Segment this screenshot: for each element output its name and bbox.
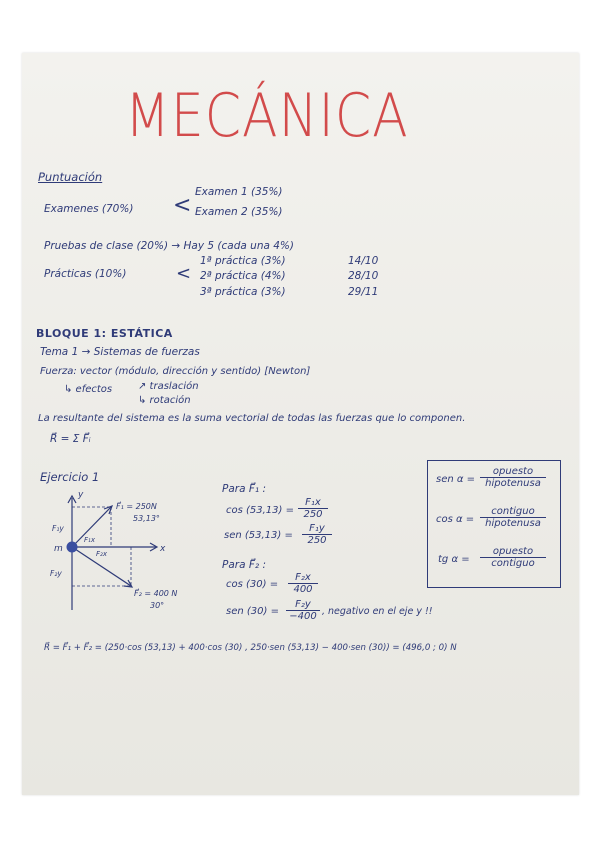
para-f1-label: Para F⃗₁ : xyxy=(222,483,266,495)
examen1-label: Examen 1 (35%) xyxy=(195,186,283,198)
notebook-page xyxy=(22,53,579,795)
f1x-label: F₁x xyxy=(84,536,95,544)
rotacion-label: ↳ rotación xyxy=(138,395,191,406)
cos1-fraction xyxy=(298,497,328,520)
sen2-numerator: F₂y xyxy=(286,599,320,611)
examenes-label: Examenes (70%) xyxy=(44,203,134,215)
sen1-fraction xyxy=(302,523,332,546)
resultante-equation: R⃗ = Σ F⃗ᵢ xyxy=(50,433,91,445)
practica2-score: 28/10 xyxy=(348,270,379,282)
para-f2-label: Para F⃗₂ : xyxy=(222,559,266,571)
tg-numerator: opuesto xyxy=(480,546,546,558)
examen2-label: Examen 2 (35%) xyxy=(195,206,283,218)
cos2-denominator: 400 xyxy=(293,584,313,595)
sen1-numerator: F₁y xyxy=(302,523,332,535)
tg-denominator: contiguo xyxy=(491,558,535,569)
pruebas-label: Pruebas de clase (20%) → Hay 5 (cada una 4%) xyxy=(44,240,295,252)
practica3-score: 29/11 xyxy=(348,286,379,298)
force-diagram xyxy=(36,490,196,620)
sen1-lhs: sen (53,13) = xyxy=(224,530,293,541)
sen2-lhs: sen (30) = xyxy=(226,606,279,617)
practica3-label: 3ª práctica (3%) xyxy=(200,286,286,298)
sen-denominator: hipotenusa xyxy=(485,478,541,489)
f1y-label: F₁y xyxy=(52,524,64,533)
tg-fraction xyxy=(480,546,546,569)
f1-magnitude-label: F⃗₁ = 250N xyxy=(116,502,157,511)
tema-label: Tema 1 → Sistemas de fuerzas xyxy=(40,346,200,358)
cos2-lhs: cos (30) = xyxy=(226,579,279,590)
axis-x-label: x xyxy=(160,544,166,554)
sen-lhs: sen α = xyxy=(436,474,476,485)
practica2-label: 2ª práctica (4%) xyxy=(200,270,286,282)
axis-y-label: y xyxy=(78,490,84,500)
resultante-text: La resultante del sistema es la suma vectorial de todas las fuerzas que lo componen. xyxy=(38,413,466,424)
bracket-icon: < xyxy=(176,263,192,284)
cos-numerator: contiguo xyxy=(480,506,546,518)
sen1-denominator: 250 xyxy=(307,535,327,546)
ejercicio-heading: Ejercicio 1 xyxy=(40,470,100,484)
bloque-heading: BLOQUE 1: ESTÁTICA xyxy=(36,327,173,340)
cos1-denominator: 250 xyxy=(303,509,323,520)
cos1-numerator: F₁x xyxy=(298,497,328,509)
tg-lhs: tg α = xyxy=(438,554,470,565)
cos-fraction xyxy=(480,506,546,529)
f1-angle-label: 53,13° xyxy=(133,514,160,523)
cos-denominator: hipotenusa xyxy=(485,518,541,529)
cos2-numerator: F₂x xyxy=(288,572,318,584)
cos1-lhs: cos (53,13) = xyxy=(226,505,294,516)
mass-label: m xyxy=(54,544,63,554)
mass-dot xyxy=(67,542,78,553)
practica1-score: 14/10 xyxy=(348,255,379,267)
sen2-denominator: −400 xyxy=(289,611,317,622)
sen-fraction xyxy=(480,466,546,489)
traslacion-label: ↗ traslación xyxy=(138,381,199,392)
f2-magnitude-label: F⃗₂ = 400 N xyxy=(134,589,178,598)
sen2-fraction xyxy=(286,599,320,622)
cos-lhs: cos α = xyxy=(436,514,475,525)
bracket-icon: < xyxy=(173,193,192,218)
fuerza-label: Fuerza: vector (módulo, dirección y sentido) [Newton] xyxy=(40,366,311,377)
f2x-label: F₂x xyxy=(96,550,107,558)
sen-numerator: opuesto xyxy=(480,466,546,478)
result-equation: R⃗ = F⃗₁ + F⃗₂ = (250·cos (53,13) + 400·cos (30) , 250·sen (53,13) − 400·sen (30)) = (496,0 ; 0) N xyxy=(44,643,457,653)
cos2-fraction xyxy=(288,572,318,595)
efectos-label: ↳ efectos xyxy=(64,384,113,395)
practica1-label: 1ª práctica (3%) xyxy=(200,255,286,267)
puntuacion-heading: Puntuación xyxy=(38,170,103,184)
practicas-label: Prácticas (10%) xyxy=(44,268,127,280)
sen2-note: , negativo en el eje y !! xyxy=(322,606,433,617)
f2y-label: F₂y xyxy=(50,569,62,578)
f2-angle-label: 30° xyxy=(150,601,165,610)
page-title: MECÁNICA xyxy=(125,82,409,151)
